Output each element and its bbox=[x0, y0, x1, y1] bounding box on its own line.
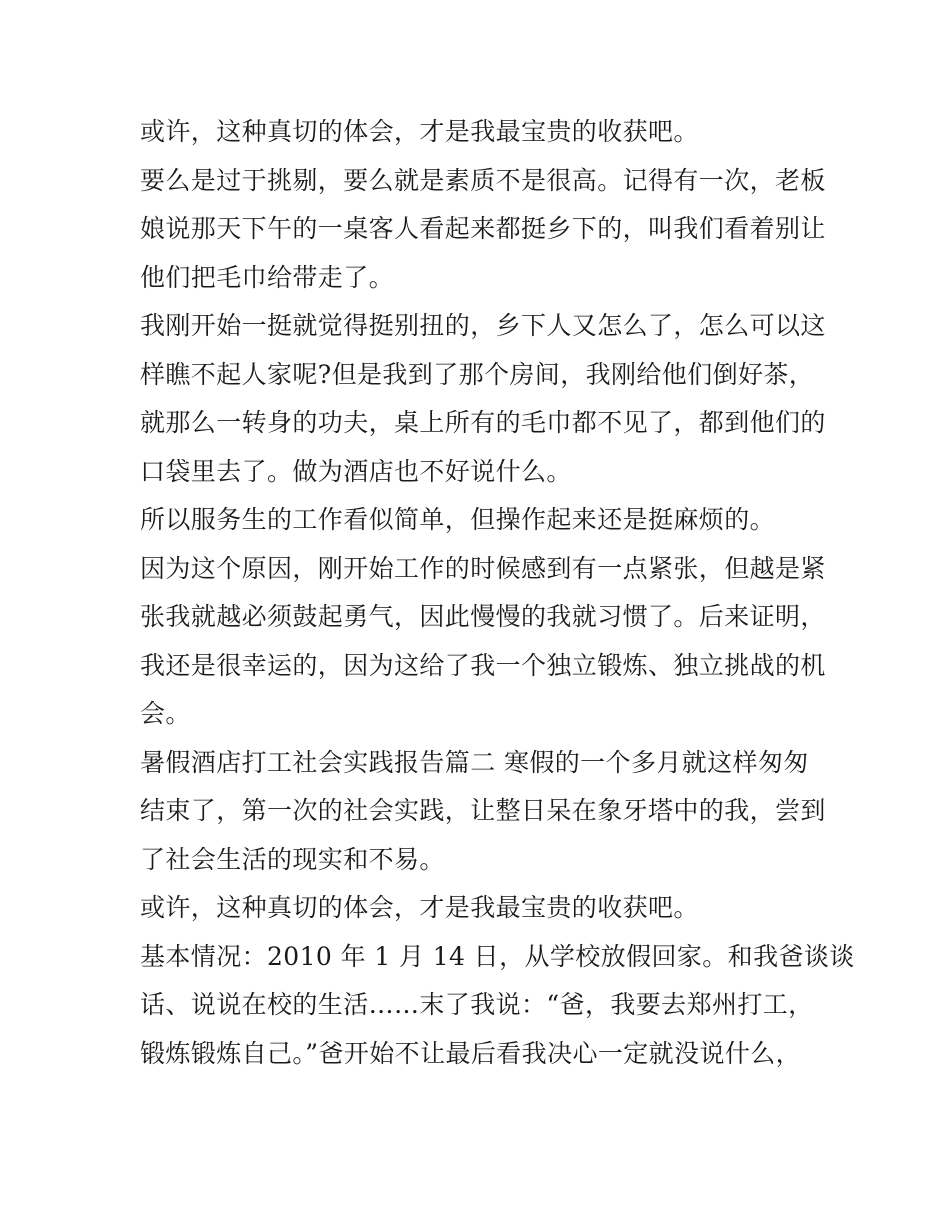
text-line: 要么是过于挑剔，要么就是素质不是很高。记得有一次，老板 bbox=[140, 165, 826, 195]
text-line: 娘说那天下午的一桌客人看起来都挺乡下的，叫我们看着别让 bbox=[140, 214, 826, 243]
text-line: 我还是很幸运的，因为这给了我一个独立锻炼、独立挑战的机 bbox=[140, 650, 826, 680]
text-line: 口袋里去了。做为酒店也不好说什么。 bbox=[140, 456, 572, 486]
text-line: 暑假酒店打工社会实践报告篇二 寒假的一个多月就这样匆匆 bbox=[140, 747, 809, 777]
text-line: 张我就越必须鼓起勇气，因此慢慢的我就习惯了。后来证明， bbox=[140, 602, 826, 631]
text-line: 结束了，第一次的社会实践，让整日呆在象牙塔中的我，尝到 bbox=[140, 796, 826, 825]
text-line: 他们把毛巾给带走了。 bbox=[140, 262, 395, 292]
text-line: 锻炼锻炼自己。”爸开始不让最后看我决心一定就没说什么， bbox=[140, 1038, 802, 1068]
text-line: 我刚开始一挺就觉得挺别扭的，乡下人又怎么了，怎么可以这 bbox=[140, 311, 826, 340]
text-line: 了社会生活的现实和不易。 bbox=[140, 844, 445, 874]
text-line: 或许，这种真切的体会，才是我最宝贵的收获吧。 bbox=[140, 893, 699, 922]
text-line: 会。 bbox=[140, 699, 191, 728]
text-line: 所以服务生的工作看似简单，但操作起来还是挺麻烦的。 bbox=[140, 505, 776, 534]
text-line: 就那么一转身的功夫，桌上所有的毛巾都不见了，都到他们的 bbox=[140, 408, 826, 437]
text-line: 因为这个原因，刚开始工作的时候感到有一点紧张，但越是紧 bbox=[140, 553, 826, 583]
text-line: 样瞧不起人家呢?但是我到了那个房间，我刚给他们倒好茶， bbox=[140, 359, 815, 389]
text-line: 基本情况：2010 年 1 月 14 日，从学校放假回家。和我爸谈谈 bbox=[140, 941, 855, 971]
text-line: 或许，这种真切的体会，才是我最宝贵的收获吧。 bbox=[140, 117, 699, 146]
text-line: 话、说说在校的生活……末了我说：“爸，我要去郑州打工， bbox=[140, 990, 814, 1019]
body-text bbox=[140, 108, 855, 1078]
